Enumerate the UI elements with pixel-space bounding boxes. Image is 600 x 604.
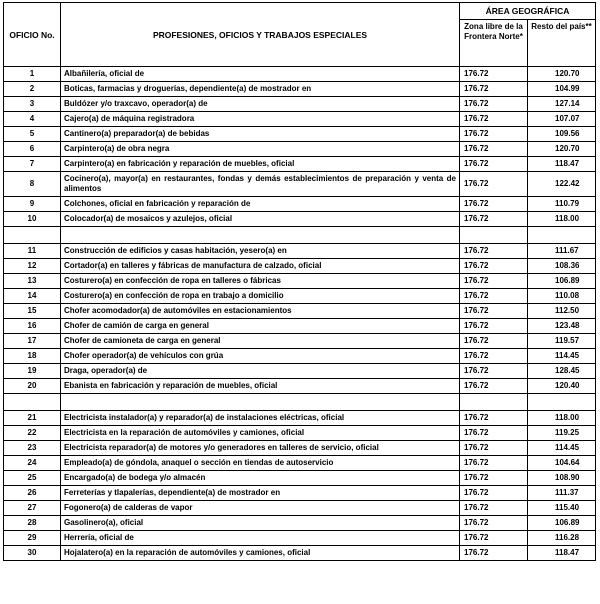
- oficio-number: 19: [4, 364, 61, 379]
- oficio-number: 21: [4, 411, 61, 426]
- resto-pais-value: 104.99: [528, 82, 596, 97]
- oficio-number: 25: [4, 471, 61, 486]
- table-row: [4, 244, 596, 259]
- table-row: [4, 142, 596, 157]
- oficio-description: Colchones, oficial en fabricación y reparación de: [61, 197, 460, 212]
- resto-pais-value: 123.48: [528, 319, 596, 334]
- table-row: [4, 82, 596, 97]
- table-row: [4, 426, 596, 441]
- spacer-cell: [528, 227, 596, 244]
- oficio-description: Cortador(a) en talleres y fábricas de manufactura de calzado, oficial: [61, 259, 460, 274]
- oficio-number: 17: [4, 334, 61, 349]
- zona-libre-value: 176.72: [460, 501, 528, 516]
- resto-pais-value: 128.45: [528, 364, 596, 379]
- header-zona-libre: Zona libre de la Frontera Norte*: [460, 20, 528, 67]
- oficio-number: 24: [4, 456, 61, 471]
- oficio-description: Empleado(a) de góndola, anaquel o sección en tiendas de autoservicio: [61, 456, 460, 471]
- zona-libre-value: 176.72: [460, 82, 528, 97]
- oficio-number: 26: [4, 486, 61, 501]
- oficio-description: Cocinero(a), mayor(a) en restaurantes, fondas y demás establecimientos de preparación y venta de alimentos: [61, 172, 460, 197]
- oficio-number: 8: [4, 172, 61, 197]
- oficio-number: 23: [4, 441, 61, 456]
- oficio-description: Albañilería, oficial de: [61, 67, 460, 82]
- oficio-description: Chofer operador(a) de vehículos con grúa: [61, 349, 460, 364]
- oficio-number: 5: [4, 127, 61, 142]
- zona-libre-value: 176.72: [460, 97, 528, 112]
- resto-pais-value: 118.47: [528, 157, 596, 172]
- oficio-description: Herrería, oficial de: [61, 531, 460, 546]
- resto-pais-value: 109.56: [528, 127, 596, 142]
- table-row: [4, 127, 596, 142]
- table-row: [4, 289, 596, 304]
- oficio-number: 13: [4, 274, 61, 289]
- oficio-number: 6: [4, 142, 61, 157]
- zona-libre-value: 176.72: [460, 157, 528, 172]
- resto-pais-value: 118.00: [528, 212, 596, 227]
- oficio-description: Colocador(a) de mosaicos y azulejos, oficial: [61, 212, 460, 227]
- oficio-description: Draga, operador(a) de: [61, 364, 460, 379]
- table-row: [4, 334, 596, 349]
- oficio-number: 12: [4, 259, 61, 274]
- oficio-description: Chofer de camioneta de carga en general: [61, 334, 460, 349]
- header-resto-pais: Resto del país**: [528, 20, 596, 67]
- header-profesiones: PROFESIONES, OFICIOS Y TRABAJOS ESPECIALES: [61, 3, 460, 67]
- table-row: [4, 531, 596, 546]
- table-row: [4, 471, 596, 486]
- zona-libre-value: 176.72: [460, 471, 528, 486]
- zona-libre-value: 176.72: [460, 304, 528, 319]
- spacer-cell: [61, 227, 460, 244]
- zona-libre-value: 176.72: [460, 349, 528, 364]
- zona-libre-value: 176.72: [460, 441, 528, 456]
- header-area-geografica: ÁREA GEOGRÁFICA: [460, 3, 596, 20]
- zona-libre-value: 176.72: [460, 456, 528, 471]
- table-row: [4, 97, 596, 112]
- oficio-number: 27: [4, 501, 61, 516]
- oficio-description: Electricista reparador(a) de motores y/o generadores en talleres de servicio, oficial: [61, 441, 460, 456]
- table-row: [4, 319, 596, 334]
- resto-pais-value: 122.42: [528, 172, 596, 197]
- resto-pais-value: 111.67: [528, 244, 596, 259]
- oficio-description: Carpintero(a) de obra negra: [61, 142, 460, 157]
- oficio-number: 18: [4, 349, 61, 364]
- resto-pais-value: 112.50: [528, 304, 596, 319]
- oficio-number: 20: [4, 379, 61, 394]
- resto-pais-value: 127.14: [528, 97, 596, 112]
- zona-libre-value: 176.72: [460, 289, 528, 304]
- oficio-number: 29: [4, 531, 61, 546]
- zona-libre-value: 176.72: [460, 274, 528, 289]
- zona-libre-value: 176.72: [460, 142, 528, 157]
- table-row: [4, 304, 596, 319]
- table-row: [4, 501, 596, 516]
- zona-libre-value: 176.72: [460, 364, 528, 379]
- zona-libre-value: 176.72: [460, 546, 528, 561]
- oficio-description: Chofer de camión de carga en general: [61, 319, 460, 334]
- oficio-number: 22: [4, 426, 61, 441]
- resto-pais-value: 104.64: [528, 456, 596, 471]
- spacer-cell: [460, 394, 528, 411]
- oficio-description: Fogonero(a) de calderas de vapor: [61, 501, 460, 516]
- resto-pais-value: 106.89: [528, 516, 596, 531]
- oficio-description: Costurero(a) en confección de ropa en talleres o fábricas: [61, 274, 460, 289]
- table-row: [4, 197, 596, 212]
- oficio-number: 30: [4, 546, 61, 561]
- table-header: [4, 3, 596, 67]
- zona-libre-value: 176.72: [460, 334, 528, 349]
- oficio-number: 10: [4, 212, 61, 227]
- salary-table-container: [3, 2, 596, 561]
- zona-libre-value: 176.72: [460, 426, 528, 441]
- resto-pais-value: 114.45: [528, 349, 596, 364]
- zona-libre-value: 176.72: [460, 411, 528, 426]
- table-row: [4, 172, 596, 197]
- resto-pais-value: 120.70: [528, 67, 596, 82]
- zona-libre-value: 176.72: [460, 127, 528, 142]
- spacer-cell: [528, 394, 596, 411]
- oficio-number: 7: [4, 157, 61, 172]
- zona-libre-value: 176.72: [460, 197, 528, 212]
- zona-libre-value: 176.72: [460, 516, 528, 531]
- resto-pais-value: 106.89: [528, 274, 596, 289]
- oficio-description: Gasolinero(a), oficial: [61, 516, 460, 531]
- spacer-cell: [61, 394, 460, 411]
- table-row: [4, 379, 596, 394]
- table-row: [4, 259, 596, 274]
- spacer-cell: [4, 394, 61, 411]
- table-row: [4, 546, 596, 561]
- oficio-description: Carpintero(a) en fabricación y reparación de muebles, oficial: [61, 157, 460, 172]
- resto-pais-value: 119.57: [528, 334, 596, 349]
- resto-pais-value: 118.00: [528, 411, 596, 426]
- resto-pais-value: 118.47: [528, 546, 596, 561]
- zona-libre-value: 176.72: [460, 319, 528, 334]
- resto-pais-value: 111.37: [528, 486, 596, 501]
- table-row: [4, 486, 596, 501]
- table-row: [4, 274, 596, 289]
- oficio-number: 9: [4, 197, 61, 212]
- table-row: [4, 364, 596, 379]
- oficio-description: Ebanista en fabricación y reparación de muebles, oficial: [61, 379, 460, 394]
- table-row: [4, 67, 596, 82]
- resto-pais-value: 119.25: [528, 426, 596, 441]
- oficio-description: Electricista instalador(a) y reparador(a) de instalaciones eléctricas, oficial: [61, 411, 460, 426]
- table-body: [4, 67, 596, 561]
- table-row: [4, 456, 596, 471]
- zona-libre-value: 176.72: [460, 244, 528, 259]
- resto-pais-value: 120.40: [528, 379, 596, 394]
- resto-pais-value: 108.90: [528, 471, 596, 486]
- oficio-number: 4: [4, 112, 61, 127]
- zona-libre-value: 176.72: [460, 112, 528, 127]
- oficio-number: 2: [4, 82, 61, 97]
- zona-libre-value: 176.72: [460, 212, 528, 227]
- oficio-description: Hojalatero(a) en la reparación de automóviles y camiones, oficial: [61, 546, 460, 561]
- table-row: [4, 441, 596, 456]
- salary-table: [3, 2, 596, 561]
- table-row: [4, 212, 596, 227]
- oficio-number: 11: [4, 244, 61, 259]
- table-row: [4, 157, 596, 172]
- oficio-number: 3: [4, 97, 61, 112]
- table-row: [4, 112, 596, 127]
- resto-pais-value: 110.08: [528, 289, 596, 304]
- oficio-description: Chofer acomodador(a) de automóviles en estacionamientos: [61, 304, 460, 319]
- oficio-number: 14: [4, 289, 61, 304]
- oficio-description: Electricista en la reparación de automóviles y camiones, oficial: [61, 426, 460, 441]
- table-row: [4, 349, 596, 364]
- oficio-description: Cajero(a) de máquina registradora: [61, 112, 460, 127]
- oficio-number: 16: [4, 319, 61, 334]
- oficio-description: Construcción de edificios y casas habitación, yesero(a) en: [61, 244, 460, 259]
- zona-libre-value: 176.72: [460, 379, 528, 394]
- table-row: [4, 411, 596, 426]
- oficio-description: Buldózer y/o traxcavo, operador(a) de: [61, 97, 460, 112]
- table-row: [4, 516, 596, 531]
- spacer-cell: [460, 227, 528, 244]
- oficio-description: Encargado(a) de bodega y/o almacén: [61, 471, 460, 486]
- zona-libre-value: 176.72: [460, 172, 528, 197]
- spacer-row: [4, 394, 596, 411]
- resto-pais-value: 116.28: [528, 531, 596, 546]
- oficio-number: 28: [4, 516, 61, 531]
- zona-libre-value: 176.72: [460, 486, 528, 501]
- resto-pais-value: 107.07: [528, 112, 596, 127]
- oficio-number: 1: [4, 67, 61, 82]
- oficio-description: Boticas, farmacias y droguerías, dependiente(a) de mostrador en: [61, 82, 460, 97]
- resto-pais-value: 120.70: [528, 142, 596, 157]
- spacer-row: [4, 227, 596, 244]
- resto-pais-value: 115.40: [528, 501, 596, 516]
- oficio-description: Ferreterías y tlapalerías, dependiente(a) de mostrador en: [61, 486, 460, 501]
- oficio-description: Cantinero(a) preparador(a) de bebidas: [61, 127, 460, 142]
- zona-libre-value: 176.72: [460, 259, 528, 274]
- zona-libre-value: 176.72: [460, 531, 528, 546]
- resto-pais-value: 108.36: [528, 259, 596, 274]
- oficio-description: Costurero(a) en confección de ropa en trabajo a domicilio: [61, 289, 460, 304]
- header-oficio-no: OFICIO No.: [4, 3, 61, 67]
- resto-pais-value: 114.45: [528, 441, 596, 456]
- zona-libre-value: 176.72: [460, 67, 528, 82]
- spacer-cell: [4, 227, 61, 244]
- resto-pais-value: 110.79: [528, 197, 596, 212]
- oficio-number: 15: [4, 304, 61, 319]
